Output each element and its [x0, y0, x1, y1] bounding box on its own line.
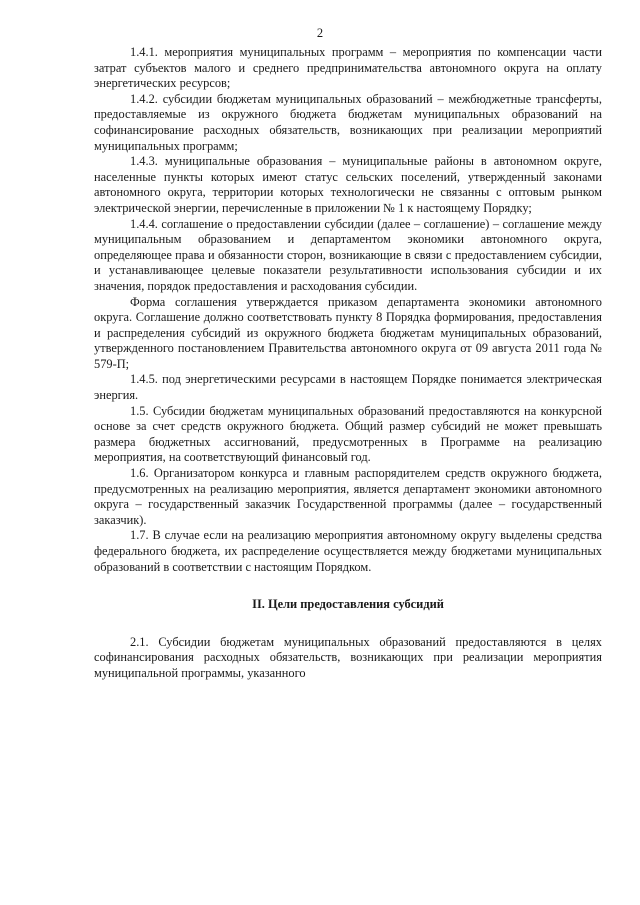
- paragraph-1-4-4: 1.4.4. соглашение о предоставлении субсидии (далее – соглашение) – соглашение между муниципальным образованием и департаментом экономики автономного округа, определяющее права и обязанности сторон, возникающие в связи с предоставлением субсидии, и устанавливающее целевые показатели результативности использования субсидии и их значения, порядок предоставления и расходования субсидии.: [94, 216, 602, 293]
- paragraph-2-1: 2.1. Субсидии бюджетам муниципальных образований предоставляются в целях софинансирования расходных обязательств, возникающих при реализации мероприятия муниципальной программы, указанного: [94, 634, 602, 680]
- page-number: 2: [316, 26, 324, 40]
- paragraph-agreement-form: Форма соглашения утверждается приказом департамента экономики автономного округа. Соглашение должно соответствовать пункту 8 Порядка формирования, предоставления и распределения субсидий из окружного бюджета бюджетам муниципальных образований, утвержденного постановлением Правительства автономного округа от 09 августа 2011 года № 579-П;: [94, 294, 602, 371]
- paragraph-1-4-2: 1.4.2. субсидии бюджетам муниципальных образований – межбюджетные трансферты, предоставляемые из окружного бюджета бюджетам муниципальных образований на софинансирование расходных обязательств, возникающих при реализации мероприятий муниципальных программ;: [94, 91, 602, 153]
- section-heading: II. Цели предоставления субсидий: [252, 597, 444, 612]
- paragraph-1-7: 1.7. В случае если на реализацию мероприятия автономному округу выделены средства федерального бюджета, их распределение осуществляется между бюджетами муниципальных образований в соответствии с настоящим Порядком.: [94, 528, 602, 574]
- document-body: [94, 45, 602, 682]
- paragraph-1-4-5: 1.4.5. под энергетическими ресурсами в настоящем Порядке понимается электрическая энергия.: [94, 372, 602, 403]
- paragraph-1-4-1: 1.4.1. мероприятия муниципальных программ – мероприятия по компенсации части затрат субъектов малого и среднего предпринимательства автономного округа на оплату энергетических ресурсов;: [94, 45, 602, 91]
- paragraph-1-6: 1.6. Организатором конкурса и главным распорядителем средств окружного бюджета, предусмотренных на реализацию мероприятия, является департамент экономики автономного округа – государственный заказчик Государственной программы (далее – государственный заказчик).: [94, 466, 602, 527]
- paragraph-1-5: 1.5. Субсидии бюджетам муниципальных образований предоставляются на конкурсной основе за счет средств окружного бюджета. Общий размер субсидий не может превышать размера бюджетных ассигнований, предусмотренных в Программе на реализацию мероприятия, на соответствующий финансовый год.: [94, 403, 602, 465]
- paragraph-1-4-3: 1.4.3. муниципальные образования – муниципальные районы в автономном округе, населенные пункты которых имеют статус сельских поселений, утвержденный законами автономного округа, территории которых технологически не связанны с оптовым рынком электрической энергии, перечисленные в приложении № 1 к настоящему Порядку;: [94, 154, 602, 215]
